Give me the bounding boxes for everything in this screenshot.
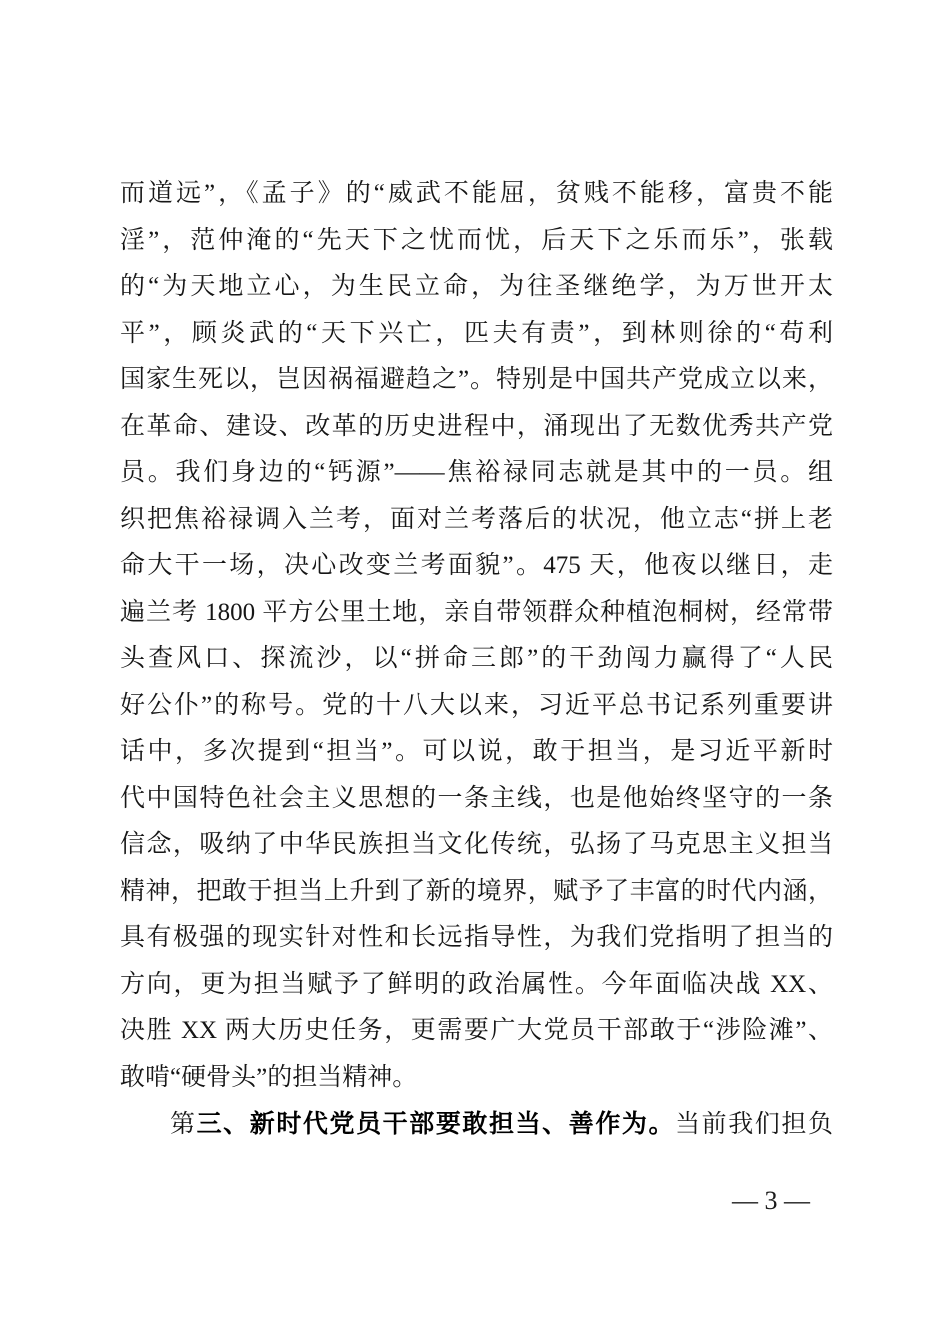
body-text-line: 而道远”，《孟子》的“威武不能屈，贫贱不能移，富贵不能: [120, 180, 833, 207]
body-text-line: 方向，更为担当赋予了鲜明的政治属性。今年面临决战 XX、: [120, 970, 833, 998]
body-text-line: 信念，吸纳了中华民族担当文化传统，弘扬了马克思主义担当: [120, 831, 833, 858]
body-text-line: 员。我们身边的“钙源”——焦裕禄同志就是其中的一员。组: [120, 459, 833, 486]
body-text-line: 织把焦裕禄调入兰考，面对兰考落后的状况，他立志“拼上老: [120, 505, 833, 533]
body-text-line: 遍兰考 1800 平方公里土地，亲自带领群众种植泡桐树，经常带: [120, 598, 833, 626]
page-number: — 3 —: [732, 1186, 810, 1215]
body-text-line: 的“为天地立心，为生民立命，为往圣继绝学，为万世开太: [120, 273, 833, 300]
body-text-line: 好公仆”的称号。党的十八大以来，习近平总书记系列重要讲: [120, 691, 833, 719]
body-text-line: 淫”，范仲淹的“先天下之忧而忧，后天下之乐而乐”，张载: [120, 226, 833, 254]
body-text-line: 头查风口、探流沙，以“拼命三郎”的干劲闯力赢得了“人民: [120, 645, 833, 672]
body-text-line: 精神，把敢于担当上升到了新的境界，赋予了丰富的时代内涵，: [120, 877, 833, 905]
body-text-line: 代中国特色社会主义思想的一条主线，也是他始终坚守的一条: [120, 784, 833, 812]
paragraph-continuation-text: 当前我们担负: [675, 1111, 833, 1138]
document-body: [120, 171, 833, 1148]
body-text-line: 敢啃“硬骨头”的担当精神。: [120, 1063, 418, 1091]
body-text-line: 具有极强的现实针对性和长远指导性，为我们党指明了担当的: [120, 924, 833, 951]
body-text-line: 命大干一场，决心改变兰考面貌”。475 天，他夜以继日，走: [120, 552, 833, 579]
paragraph-first-line: [120, 1101, 833, 1148]
heading-prefix-char: 第: [170, 1111, 197, 1138]
body-text-line: 话中，多次提到“担当”。可以说，敢于担当，是习近平新时: [120, 738, 833, 765]
body-text-line: 在革命、建设、改革的历史进程中，涌现出了无数优秀共产党: [120, 412, 833, 440]
body-text-line: 决胜 XX 两大历史任务，更需要广大党员干部敢于“涉险滩”、: [120, 1017, 833, 1044]
body-text-line: 平”，顾炎武的“天下兴亡，匹夫有责”，到林则徐的“苟利: [120, 319, 833, 347]
section-heading: 三、新时代党员干部要敢担当、善作为。: [196, 1110, 676, 1138]
body-text-line: 国家生死以，岂因祸福避趋之”。特别是中国共产党成立以来，: [120, 366, 833, 393]
